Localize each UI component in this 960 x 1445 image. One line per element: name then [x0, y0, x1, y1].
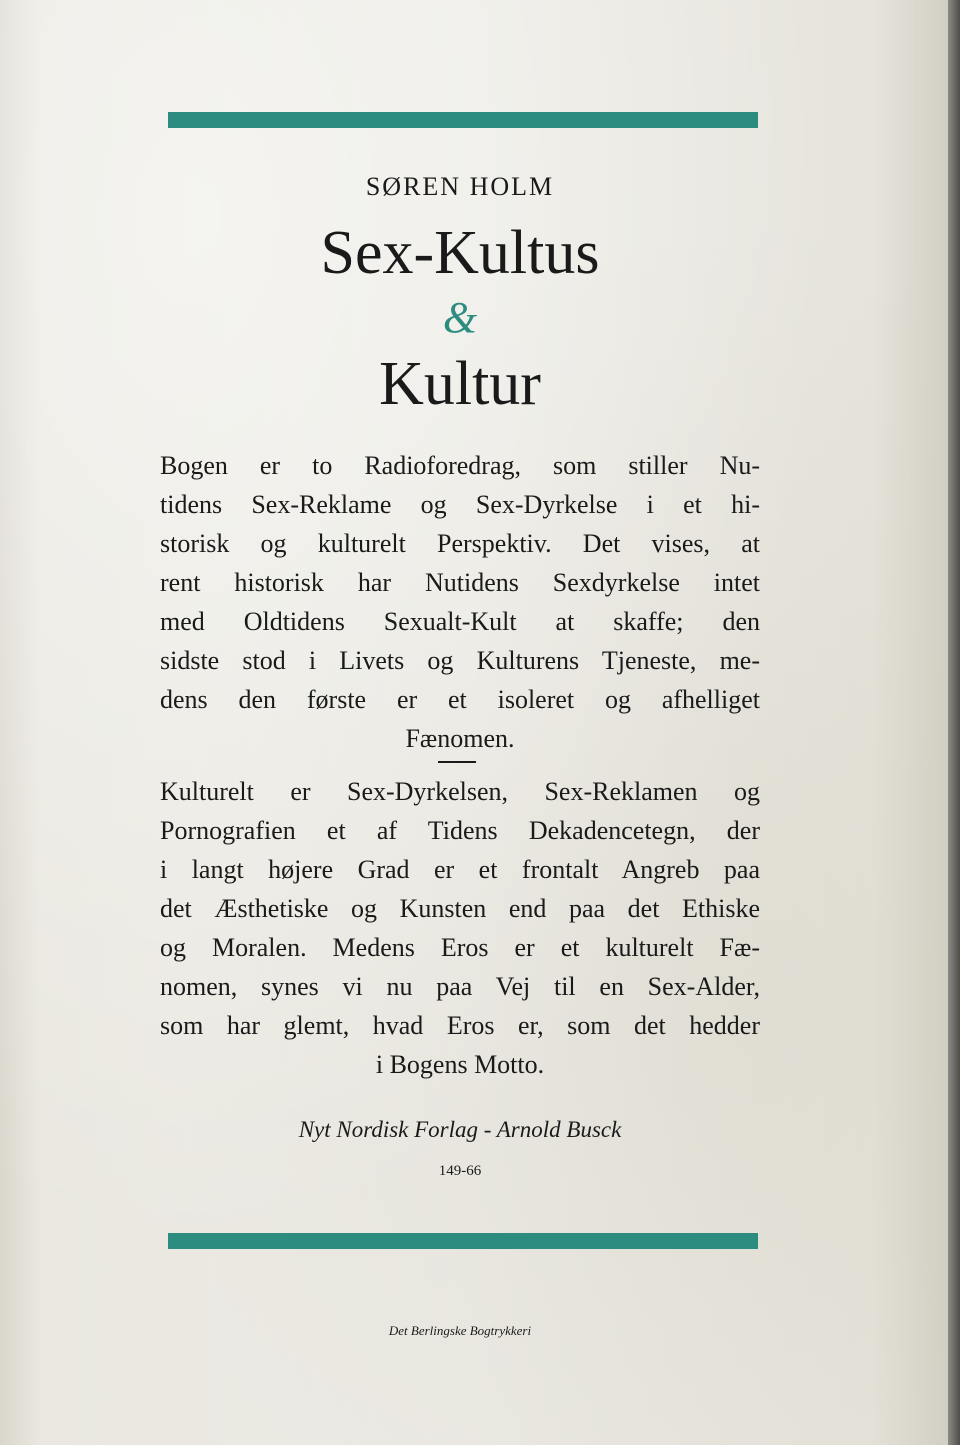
paragraph-line: i Bogens Motto. — [375, 1050, 545, 1079]
paragraph-line: i langt højere Grad er et frontalt Angreb paa — [160, 855, 760, 884]
paragraph-line: Fænomen. — [405, 724, 515, 753]
printer-credit: Det Berlingske Bogtrykkeri — [388, 1323, 532, 1338]
section-dash-divider — [438, 761, 476, 763]
paragraph-line: dens den første er et isoleret og afhelliget — [160, 685, 760, 714]
paragraph-line: nomen, synes vi nu paa Vej til en Sex-Alder, — [160, 972, 760, 1001]
paragraph-line: rent historisk har Nutidens Sexdyrkelse intet — [160, 568, 760, 597]
paragraph-line: Kulturelt er Sex-Dyrkelsen, Sex-Reklamen og — [160, 777, 760, 806]
book-edge-shadow — [948, 0, 960, 1445]
paragraph-line: storisk og kulturelt Perspektiv. Det vises, at — [160, 529, 760, 558]
description-paragraph-1 — [160, 446, 760, 758]
catalog-code: 149-66 — [438, 1163, 482, 1179]
title-line-1: Sex-Kultus — [320, 219, 600, 287]
title-line-2: Kultur — [379, 350, 541, 418]
bottom-teal-rule — [168, 1233, 758, 1249]
description-paragraph-2 — [160, 772, 760, 1084]
author-name: SØREN HOLM — [365, 172, 555, 201]
paragraph-line: det Æsthetiske og Kunsten end paa det Ethiske — [160, 894, 760, 923]
paragraph-line: sidste stod i Livets og Kulturens Tjeneste, me- — [160, 646, 760, 675]
title-ampersand: & — [442, 293, 478, 342]
paragraph-line: Pornografien et af Tidens Dekadencetegn, der — [160, 816, 760, 845]
publisher-name: Nyt Nordisk Forlag - Arnold Busck — [298, 1117, 622, 1142]
paragraph-line: og Moralen. Medens Eros er et kulturelt Fæ- — [160, 933, 760, 962]
paragraph-line: som har glemt, hvad Eros er, som det hedder — [160, 1011, 760, 1040]
paragraph-line: med Oldtidens Sexualt-Kult at skaffe; den — [160, 607, 760, 636]
top-teal-rule — [168, 112, 758, 128]
paragraph-line: tidens Sex-Reklame og Sex-Dyrkelse i et hi- — [160, 490, 760, 519]
paragraph-line: Bogen er to Radioforedrag, som stiller Nu- — [160, 451, 760, 480]
